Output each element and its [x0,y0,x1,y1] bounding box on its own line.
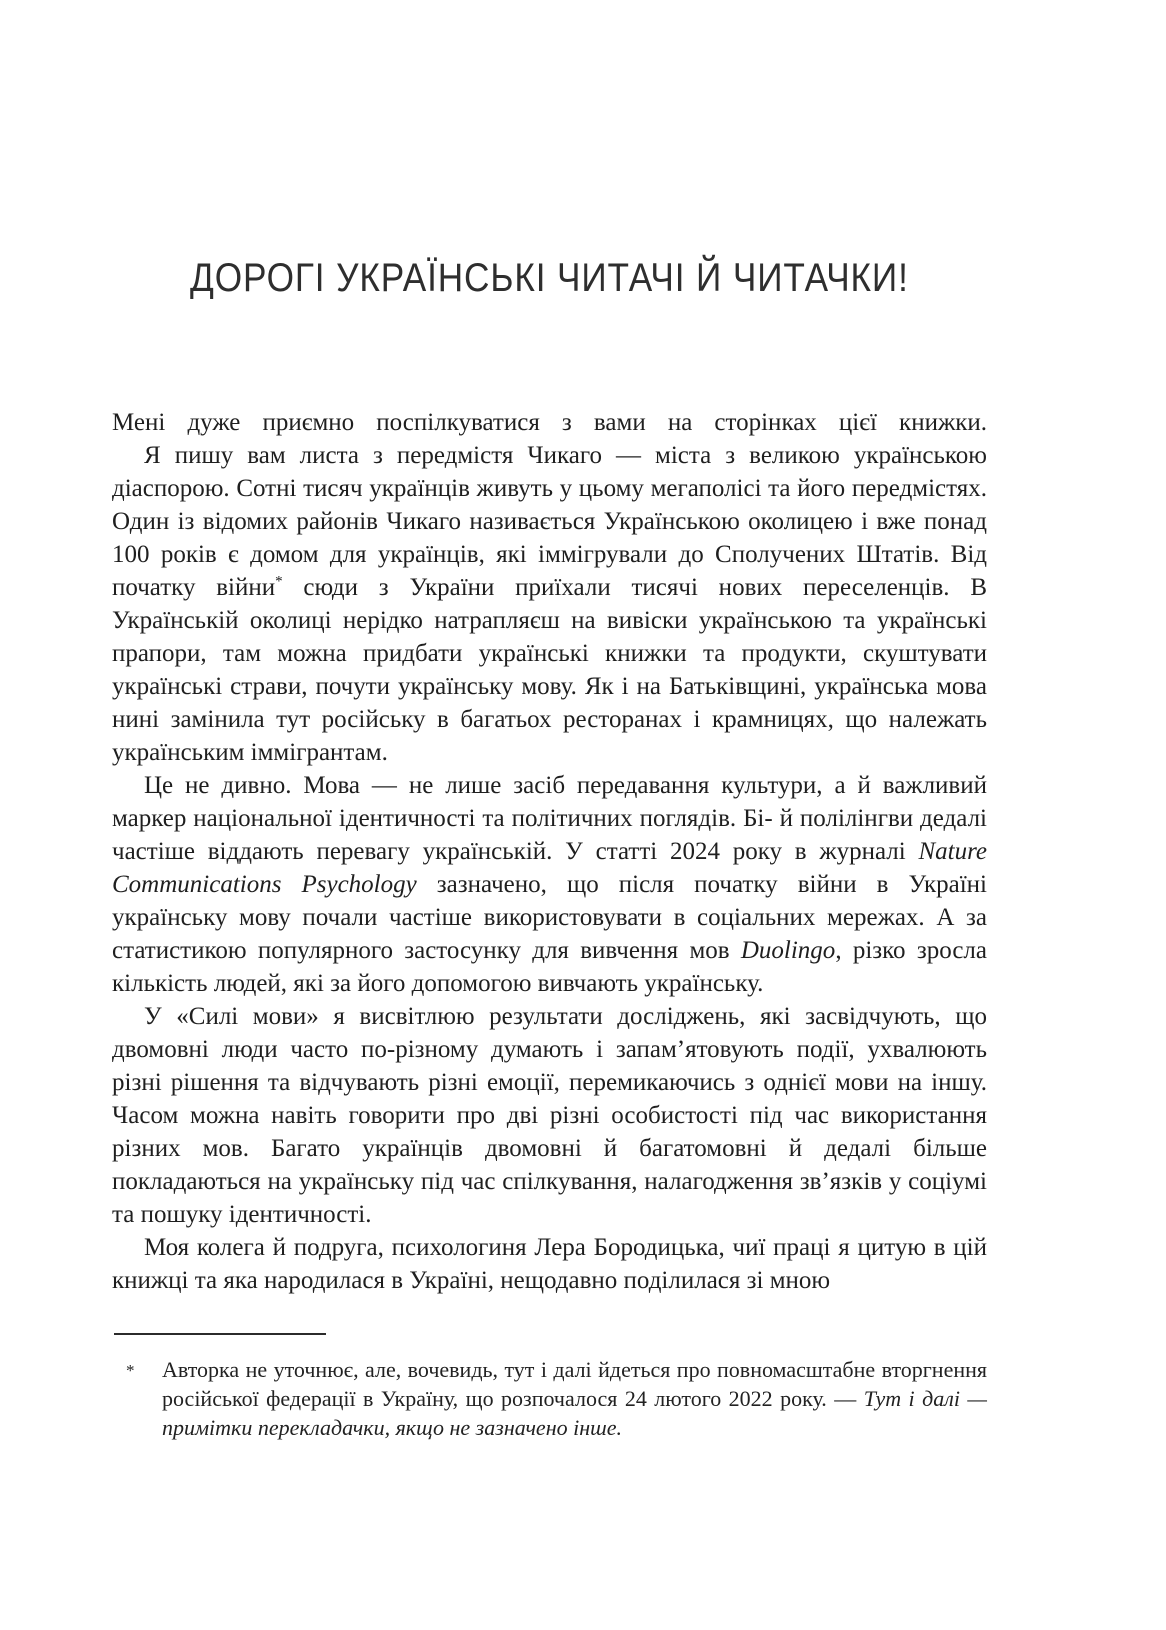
text-run: , різко зросла кількість людей, які за його допомогою вивчають українську. [112,937,987,997]
paragraph [112,1231,987,1297]
text-run: Це не дивно. Мова — не лише засіб передавання культури, а й важливий маркер національної ідентичності та політичних поглядів. Бі- й полілінгви дедалі частіше віддають перевагу українській. У статті 2024 року в журналі [112,772,987,865]
text-run: зазначено, що після початку війни в Україні українську мову почали частіше використовувати в соціальних мережах. А за статистикою популярного застосунку для вивчення мов [112,871,987,964]
paragraph [112,439,987,769]
text-run: У «Силі мови» я висвітлюю результати досліджень, які засвідчують, що двомовні люди часто по-різному думають і запам’ятовують події, ухвалюють різні рішення та відчувають різні емоції, перемикаючись з однієї мови на іншу. Часом можна навіть говорити про дві різні особистості під час використання різних мов. Багато українців двомовні й багатомовні й дедалі більше покладаються на українську під час спілкування, налагодження зв’язків у соціумі та пошуку ідентичності. [112,1003,987,1228]
text-run: Я пишу вам листа з передмістя Чикаго — міста з великою українською діаспорою. Сотні тисяч українців живуть у цьому мегаполісі та його передмістях. Один із відомих районів Чикаго називається Українською околицею і вже понад 100 років є домом для українців, які іммігрували до Сполучених Штатів. Від початку війни [112,442,987,601]
text-run: сюди з України приїхали тисячі нових переселенців. В Українській околиці нерідко натрапляєш на вивіски українською та українські прапори, там можна придбати українські книжки та продукти, скуштувати українські страви, почути українську мову. Як і на Батьківщині, українська мова нині замінила тут російську в багатьох ресторанах і крамницях, що належать українським іммігрантам. [112,574,987,766]
italic-run: Nature Communications Psychology [112,838,987,898]
paragraph [112,1000,987,1231]
italic-run: Тут і далі — примітки перекладачки, якщо не зазначено інше. [162,1386,987,1440]
text-run: Моя колега й подруга, психологиня Лера Бородицька, чиї праці я цитую в цій книжці та яка народилася в Україні, нещодавно поділилася зі мною [112,1234,987,1294]
paragraph [112,406,987,439]
body-text [112,406,987,1297]
footnote-marker: * [126,1361,135,1380]
footnote-text [162,1355,987,1442]
page-title: ДОРОГІ УКРАЇНСЬКІ ЧИТАЧІ Й ЧИТАЧКИ! [190,256,909,300]
footnote-rule [114,1333,326,1335]
paragraph [112,769,987,1000]
text-run: Авторка не уточнює, але, вочевидь, тут і далі йдеться про повномасштабне вторгнення російської федерації в Україну, що розпочалося 24 лютого 2022 року. — [162,1357,987,1411]
text-run: Мені дуже приємно поспілкуватися з вами на сторінках цієї книжки. [112,409,987,436]
footnote [112,1355,987,1442]
page-header [112,256,987,300]
italic-run: Duolingo [740,937,836,964]
footnote-ref-asterisk: * [275,573,283,590]
